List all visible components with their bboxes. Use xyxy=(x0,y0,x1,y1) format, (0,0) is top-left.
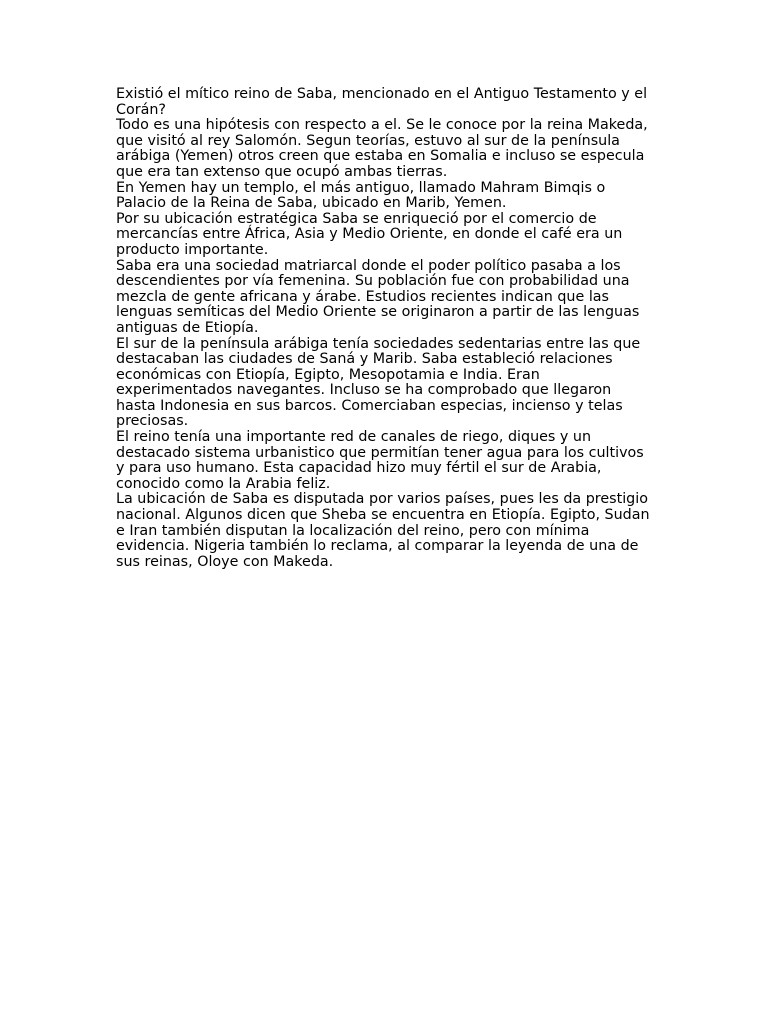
text-line: e Iran también disputan la localización del reino, pero con mínima xyxy=(116,522,590,539)
text-line: mercancías entre África, Asia y Medio Oriente, en donde el café era un xyxy=(116,226,623,243)
text-line: Por su ubicación estratégica Saba se enriqueció por el comercio de xyxy=(116,210,597,227)
text-line: nacional. Algunos dicen que Sheba se encuentra en Etiopía. Egipto, Sudan xyxy=(116,507,650,524)
text-line: sus reinas, Oloye con Makeda. xyxy=(116,553,334,570)
text-line: Todo es una hipótesis con respecto a el. Se le conoce por la reina Makeda, xyxy=(116,117,648,134)
text-line: hasta Indonesia en sus barcos. Comerciaban especias, incienso y telas xyxy=(116,397,623,414)
text-line: En Yemen hay un templo, el más antiguo, llamado Mahram Bimqis o xyxy=(116,179,606,196)
text-line: antiguas de Etiopía. xyxy=(116,319,259,336)
text-line: destacado sistema urbanistico que permitían tener agua para los cultivos xyxy=(116,444,644,461)
text-line: experimentados navegantes. Incluso se ha comprobado que llegaron xyxy=(116,382,612,399)
text-line: La ubicación de Saba es disputada por varios países, pues les da prestigio xyxy=(116,491,648,508)
text-line: conocido como la Arabia feliz. xyxy=(116,475,331,492)
text-line: El reino tenía una importante red de canales de riego, diques y un xyxy=(116,429,592,446)
text-line: y para uso humano. Esta capacidad hizo muy fértil el sur de Arabia, xyxy=(116,460,602,477)
document-body-text xyxy=(116,87,656,570)
text-line: preciosas. xyxy=(116,413,189,430)
text-line: producto importante. xyxy=(116,241,269,258)
text-line: El sur de la península arábiga tenía sociedades sedentarias entre las que xyxy=(116,335,641,352)
text-line: lenguas semíticas del Medio Oriente se originaron a partir de las lenguas xyxy=(116,304,640,321)
text-line: Palacio de la Reina de Saba, ubicado en Marib, Yemen. xyxy=(116,195,507,212)
text-line: destacaban las ciudades de Saná y Marib. Saba estableció relaciones xyxy=(116,351,613,368)
text-line: que visitó al rey Salomón. Segun teorías, estuvo al sur de la península xyxy=(116,132,620,149)
text-line: que era tan extenso que ocupó ambas tierras. xyxy=(116,163,448,180)
text-line: descendientes por vía femenina. Su población fue con probabilidad una xyxy=(116,273,630,290)
text-line: arábiga (Yemen) otros creen que estaba en Somalia e incluso se especula xyxy=(116,148,645,165)
text-line: Saba era una sociedad matriarcal donde el poder político pasaba a los xyxy=(116,257,621,274)
text-line: Existió el mítico reino de Saba, mencionado en el Antiguo Testamento y el xyxy=(116,86,648,102)
text-line: mezcla de gente africana y árabe. Estudios recientes indican que las xyxy=(116,288,610,305)
text-line: económicas con Etiopía, Egipto, Mesopotamia e India. Eran xyxy=(116,366,540,383)
text-line: evidencia. Nigeria también lo reclama, al comparar la leyenda de una de xyxy=(116,538,639,555)
text-line: Corán? xyxy=(116,101,167,118)
